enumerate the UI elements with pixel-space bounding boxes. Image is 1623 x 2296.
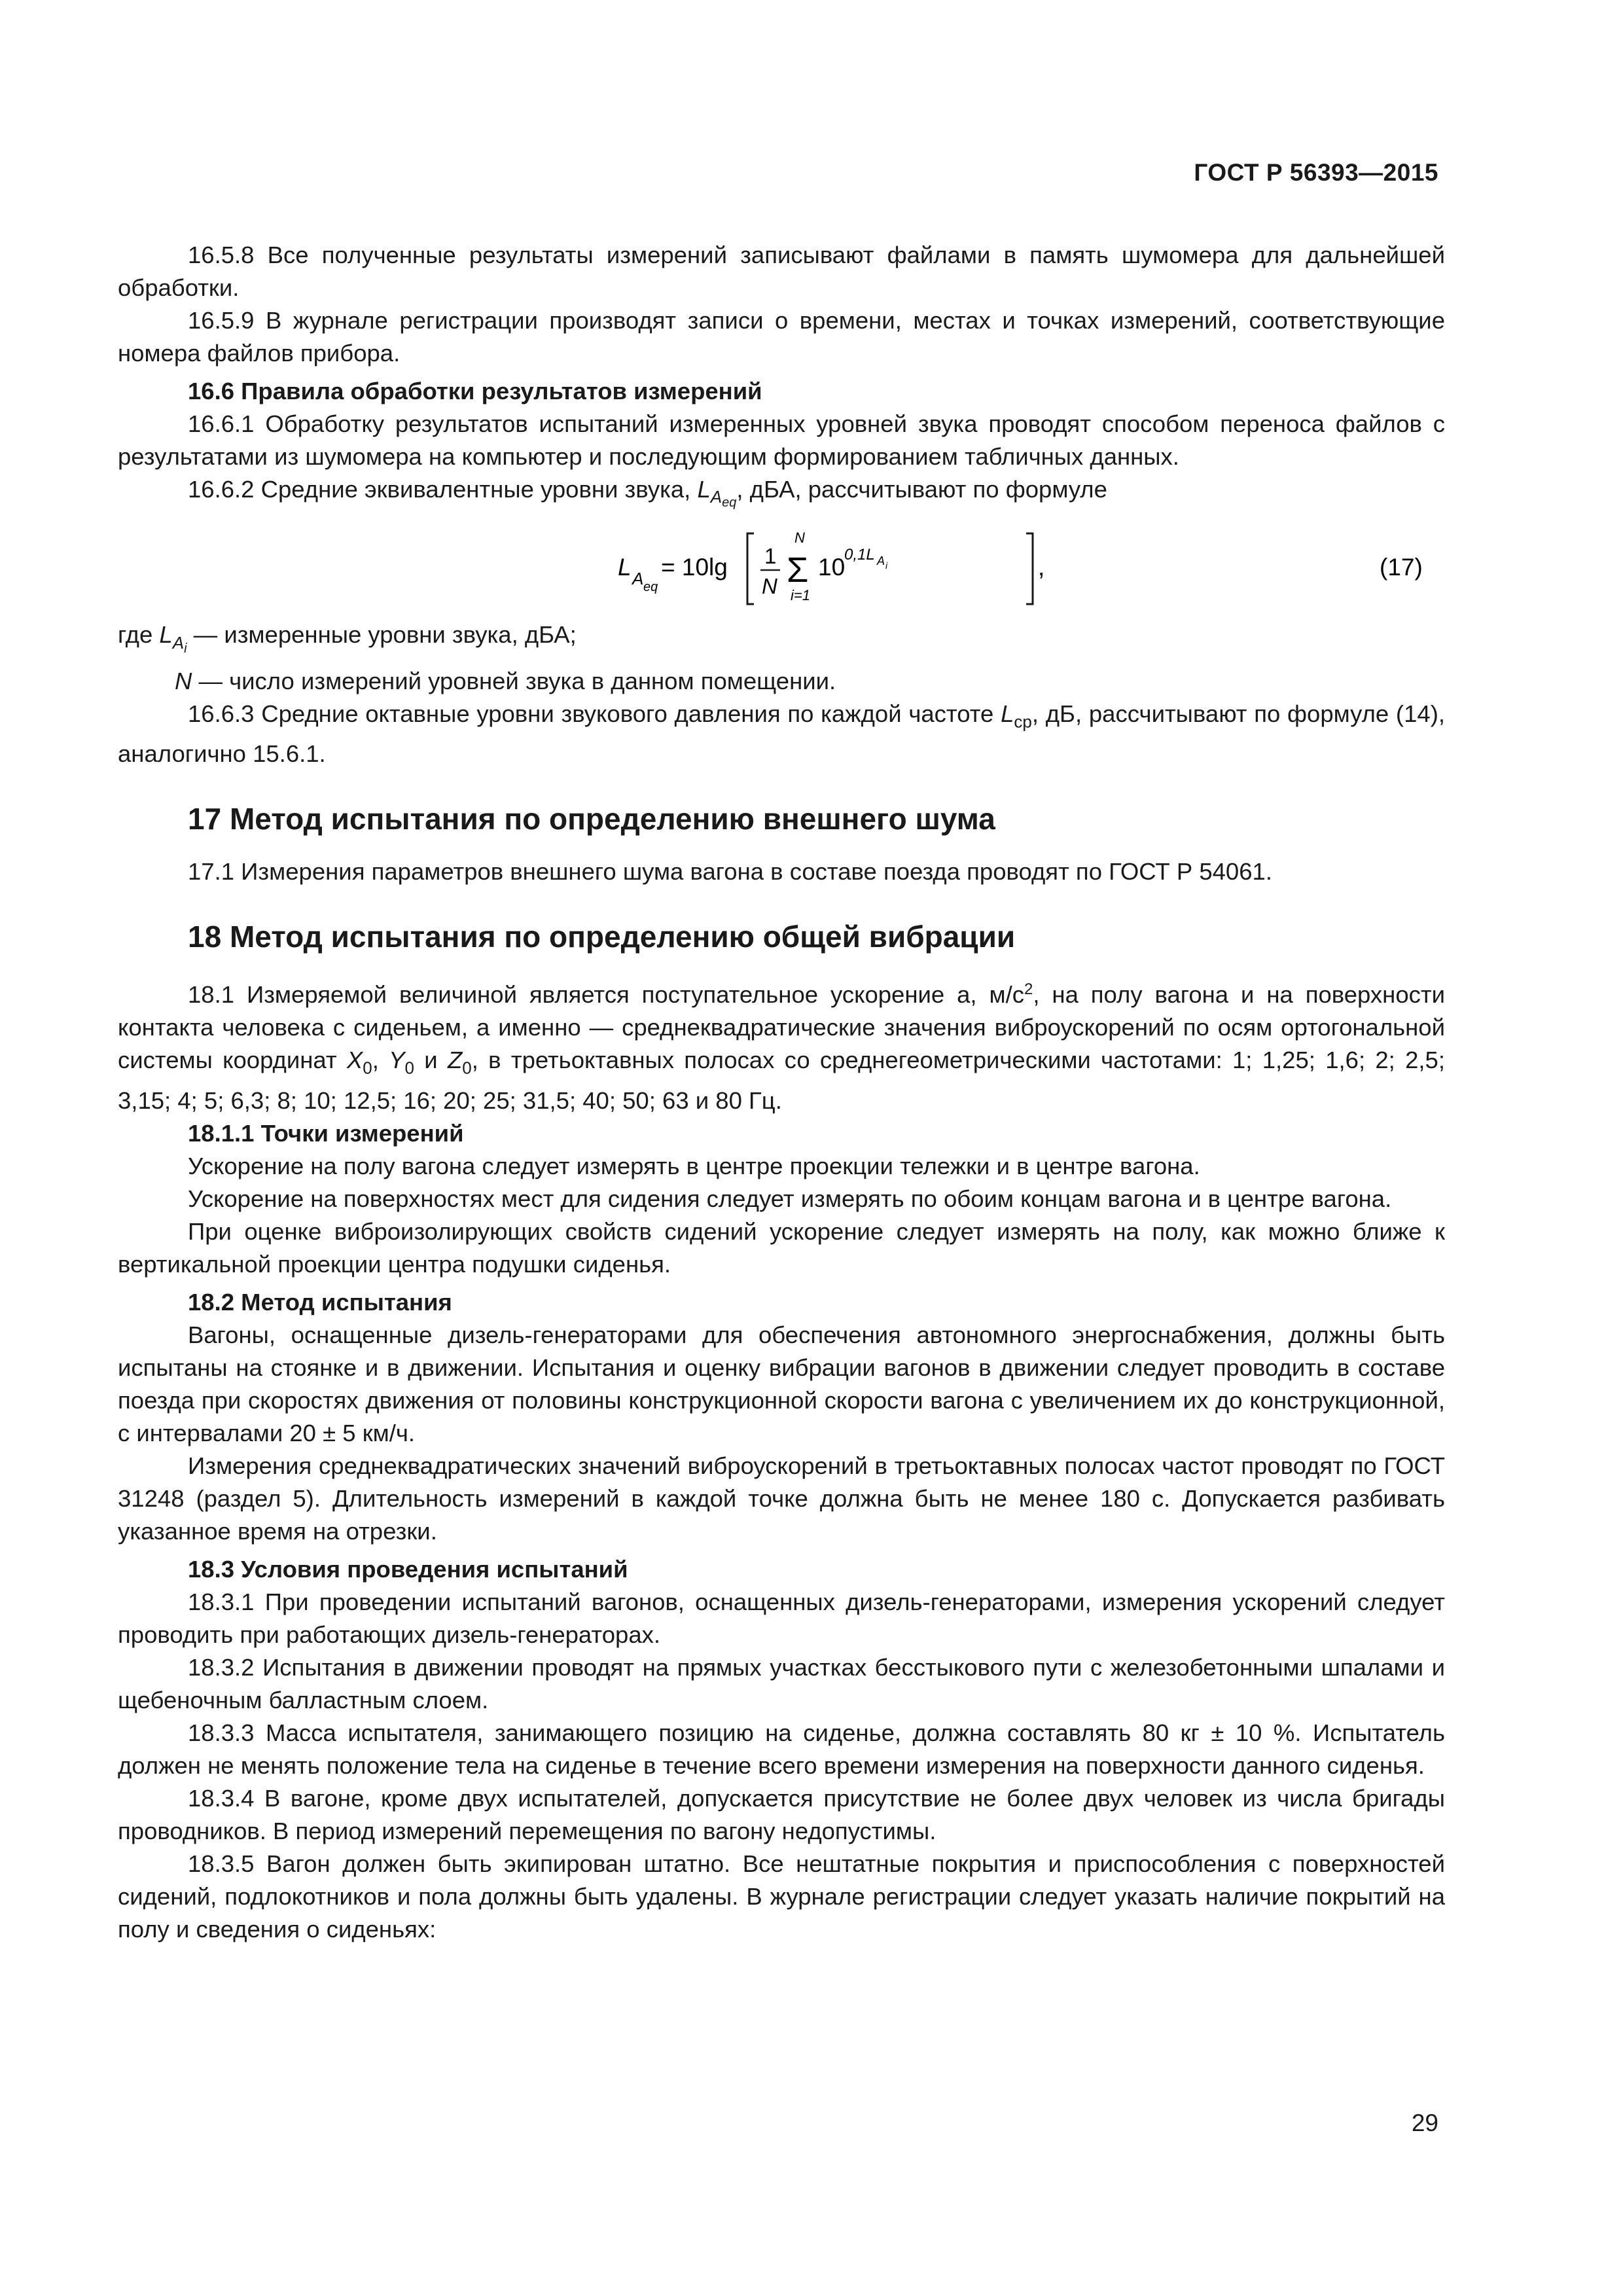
formula-denominator: N (762, 574, 777, 599)
symbol-Z: Z (447, 1047, 463, 1074)
subscript-zero: 0 (462, 1058, 472, 1078)
subsection-18-2-heading: 18.2 Метод испытания (188, 1288, 452, 1316)
paragraph-text: 18.1 Измеряемой величиной является поступательное ускорение а, м/с (188, 981, 1024, 1009)
paragraph-text: 16.6.2 Средние эквивалентные уровни звука, (188, 476, 698, 503)
formula-numerator: 1 (764, 544, 777, 569)
symbol-Y: Y (389, 1047, 405, 1074)
symbol-L: L (697, 476, 711, 503)
paragraph-text: 16.6.3 Средние октавные уровни звукового давления по каждой частоте (188, 700, 1001, 727)
subsection-18-1-1-heading: 18.1.1 Точки измерений (188, 1119, 464, 1147)
where-clause-L (118, 619, 1445, 664)
paragraph-18-3-2: 18.3.2 Испытания в движении проводят на прямых участках бесстыкового пути с железобетонными шпалами и щебеночным балластным слоем. (118, 1653, 1445, 1713)
paragraph-18-3-4: 18.3.4 В вагоне, кроме двух испытателей, допускается присутствие не более двух человек из числа бригады проводников. В период измерений перемещения по вагону недопустимы. (118, 1784, 1445, 1844)
symbol-cp: ср (1014, 711, 1032, 732)
paragraph-18-1-1-c: При оценке виброизолирующих свойств сидений ускорение следует измерять на полу, как можно ближе к вертикальной проекции центра подушки сиденья. (118, 1217, 1445, 1278)
formula-graphic (118, 527, 1445, 609)
formula-lhs-eq: eq (643, 580, 658, 595)
subsection-16-6-heading: 16.6 Правила обработки результатов измерений (188, 378, 762, 404)
symbol-squared: 2 (1024, 980, 1033, 999)
subsection-18-3-heading: 18.3 Условия проведения испытаний (188, 1555, 628, 1583)
paragraph-18-2-b: Измерения среднеквадратических значений виброускорений в третьоктавных полосах частот проводят по ГОСТ 31248 (раздел 5). Длительность измерений в каждой точке должна быть не менее 180 с. Допускается разбивать указанное время на отрезки. (118, 1452, 1445, 1545)
paragraph-text: и (414, 1047, 448, 1074)
formula-17 (118, 527, 1445, 609)
paragraph-16-6-1: 16.6.1 Обработку результатов испытаний измеренных уровней звука проводят способом переноса файлов с результатами из шумомера на компьютер и последующим формированием табличных данных. (118, 410, 1445, 470)
where-clause-N (118, 665, 1445, 698)
subscript-zero: 0 (363, 1058, 372, 1078)
paragraph-16-6-2 (118, 473, 1445, 519)
formula-exponent: 0,1L (844, 546, 875, 564)
right-bracket (1026, 533, 1033, 604)
formula-lhs-A: A (632, 569, 644, 589)
formula-base-ten: 10 (818, 554, 846, 581)
paragraph-18-2-a: Вагоны, оснащенные дизель-генераторами для обеспечения автономного энергоснабжения, должны быть испытаны на стоянке и в движении. Испытания и оценку вибрации вагонов в движении следует проводить в составе поезда при скоростях движения от половины конструкционной скорости вагона с увеличением их до конструкционной, с интервалами 20 ± 5 км/ч. (118, 1321, 1445, 1446)
paragraph-16-6-3 (118, 698, 1445, 770)
paragraph-18-3-1: 18.3.1 При проведении испытаний вагонов, оснащенных дизель-генераторами, измерения ускорений следует проводить при работающих дизель-генераторах. (118, 1588, 1445, 1648)
paragraph-text: , (372, 1047, 389, 1074)
formula-equals: = 10lg (661, 554, 728, 581)
document-id-header: ГОСТ Р 56393—2015 (1194, 159, 1438, 186)
paragraph-text: , дБА, рассчитывают по формуле (736, 476, 1107, 503)
paragraph-text: , в третьоктавных полосах со среднегеометрическими частотами: 1; 1,25; 1,6; 2; 2,5; 3,15; 4; 5; 6,3; 8; 10; 12,5; 16; 20; 25; 31,5; 40; 50; 63 и 80 Гц. (118, 1047, 1445, 1114)
sum-lower-limit: i=1 (791, 587, 810, 604)
page-number: 29 (1411, 2109, 1438, 2136)
paragraph-text: , на полу вагона и на поверхности контакта человека с сиденьем, а именно — среднеквадратические значения виброускорений по осям ортогональной системы координат (118, 981, 1445, 1074)
paragraph-16-5-8: 16.5.8 Все полученные результаты измерений записывают файлами в память шумомера для дальнейшей обработки. (118, 242, 1445, 301)
paragraph-17-1: 17.1 Измерения параметров внешнего шума вагона в составе поезда проводят по ГОСТ Р 54061. (188, 858, 1272, 886)
symbol-i: i (184, 641, 187, 656)
paragraph-text: , дБ, рассчитывают по формуле (14), аналогично 15.6.1. (118, 700, 1445, 768)
where-text: — измеренные уровни звука, дБА; (187, 621, 577, 649)
left-bracket (747, 533, 754, 604)
page-content (118, 239, 1445, 1946)
formula-comma: , (1038, 554, 1045, 581)
section-18-heading: 18 Метод испытания по определению общей вибрации (188, 920, 1016, 954)
paragraph-18-1-1-a: Ускорение на полу вагона следует измерять в центре проекции тележки и в центре вагона. (188, 1152, 1200, 1179)
subscript-zero: 0 (404, 1058, 414, 1078)
paragraph-18-1-1-b: Ускорение на поверхностях мест для сидения следует измерять по обоим концам вагона и в центре вагона. (188, 1185, 1392, 1212)
where-text: где (118, 621, 160, 649)
paragraph-18-3-3: 18.3.3 Масса испытателя, занимающего позицию на сиденье, должна составлять 80 кг ± 10 %. Испытатель должен не менять положение тела на сиденье в течение всего времени измерения на поверхности данного сиденья. (118, 1719, 1445, 1779)
symbol-L: L (159, 621, 173, 649)
paragraph-18-1 (118, 973, 1445, 1117)
symbol-L: L (1001, 700, 1014, 727)
formula-lhs-L: L (618, 554, 632, 581)
equation-number: (17) (1380, 554, 1423, 581)
symbol-eq: eq (722, 495, 737, 511)
symbol-X: X (346, 1047, 363, 1074)
paragraph-16-5-9: 16.5.9 В журнале регистрации производят записи о времени, местах и точках измерений, соответствующие номера файлов прибора. (118, 307, 1445, 367)
where-text: — число измерений уровней звука в данном помещении. (192, 667, 836, 694)
symbol-A: A (172, 632, 185, 653)
symbol-A: A (710, 487, 722, 507)
sum-upper-limit: N (794, 529, 805, 547)
sum-sign: Σ (787, 550, 809, 590)
section-17-heading: 17 Метод испытания по определению внешнего шума (188, 802, 995, 836)
formula-exponent-i: i (885, 560, 888, 571)
symbol-N: N (175, 667, 192, 694)
paragraph-18-3-5: 18.3.5 Вагон должен быть экипирован штатно. Все нештатные покрытия и приспособления с поверхностей сидений, подлокотников и пола должны быть удалены. В журнале регистрации следует указать наличие покрытий на полу и сведения о сиденьях: (118, 1850, 1445, 1943)
formula-exponent-A: A (877, 554, 885, 568)
